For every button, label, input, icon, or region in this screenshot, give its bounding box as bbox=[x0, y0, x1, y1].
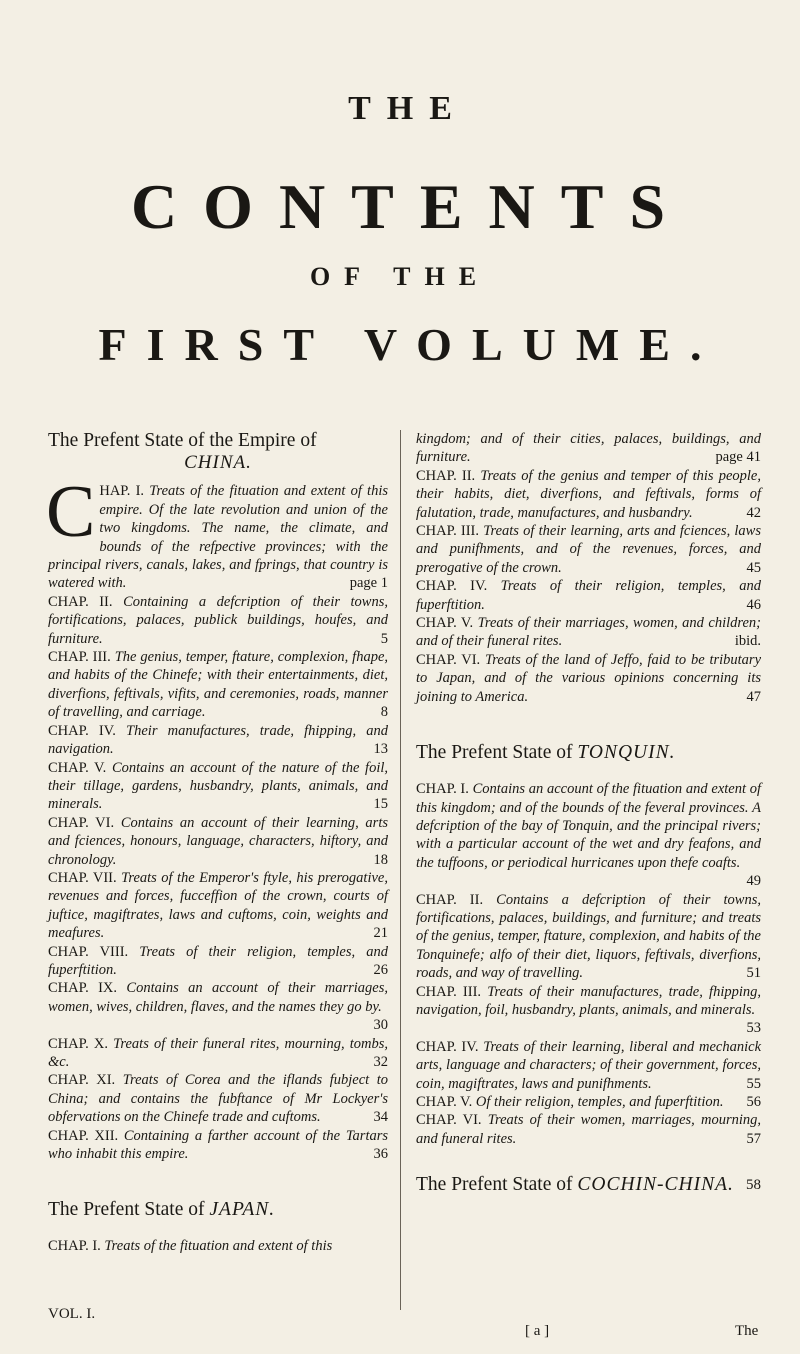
tonquin-chap-4 bbox=[416, 1038, 761, 1093]
cochin-page: 58 bbox=[746, 1177, 761, 1194]
cochin-name: COCHIN-CHINA. bbox=[577, 1174, 734, 1196]
chap-label: HAP. I. bbox=[99, 483, 145, 500]
china-chap-10 bbox=[48, 1035, 388, 1072]
chap-page: 15 bbox=[373, 796, 388, 813]
chap-page: 49 bbox=[746, 873, 761, 890]
tonquin-chap-6 bbox=[416, 1111, 761, 1148]
chap-page: 51 bbox=[746, 965, 761, 982]
japan-chap-6 bbox=[416, 651, 761, 706]
china-chap-11 bbox=[48, 1071, 388, 1126]
tonquin-chap-5 bbox=[416, 1093, 761, 1111]
japan-chap-1-start bbox=[48, 1237, 388, 1255]
chap-text: Treats of Corea and the iflands fubject to China; and contains the fubftance of Mr Lockyer's obfervations on the Chinefe trade and cuftoms. bbox=[48, 1072, 389, 1126]
chap-page: ibid. bbox=[734, 633, 761, 650]
chap-label: CHAP. VIII. bbox=[48, 943, 129, 960]
chap-text: Treats of the Emperor's ftyle, his prerogative, revenues and forces, fucceffion of the crown, courts of juftice, magiftrates, laws and cuftoms, coin, weights and meafures. bbox=[48, 869, 388, 942]
chap-label: CHAP. IX. bbox=[48, 980, 118, 997]
chap-text: Treats of their religion, temples, and fuperftition. bbox=[48, 943, 389, 978]
chap-label: CHAP. XII. bbox=[48, 1127, 119, 1144]
chap-text: Containing a farther account of the Tartars who inhabit this empire. bbox=[48, 1127, 389, 1163]
chap-label: CHAP. IV. bbox=[48, 722, 116, 739]
china-section-title: The Prefent State of the Empire of bbox=[48, 430, 317, 451]
chap-page: 42 bbox=[746, 504, 761, 521]
chap-text: kingdom; and of their cities, palaces, buildings, and furniture. bbox=[416, 431, 761, 466]
japan-section-title bbox=[48, 1199, 388, 1221]
chap-page: 53 bbox=[746, 1020, 761, 1037]
chap-page: 45 bbox=[746, 559, 761, 576]
china-chap-12 bbox=[48, 1127, 388, 1164]
tonquin-title-text: The Prefent State of bbox=[416, 742, 573, 764]
catchword: The bbox=[735, 1323, 759, 1339]
cochin-section-title bbox=[416, 1174, 761, 1196]
chap-label: CHAP. VI. bbox=[416, 1112, 482, 1129]
chap-text: Their manufactures, trade, fhipping, and navigation. bbox=[48, 722, 388, 758]
chap-page: 46 bbox=[746, 596, 761, 613]
left-column bbox=[48, 430, 388, 1256]
chap-page: 56 bbox=[746, 1094, 761, 1110]
signature-mark: [ a ] bbox=[525, 1323, 550, 1339]
heading-the: THE bbox=[348, 90, 468, 127]
chap-page: page 1 bbox=[349, 575, 388, 592]
heading-first-volume: FIRST VOLUME. bbox=[98, 319, 722, 370]
chap-text: Treats of their manufactures, trade, fhipping, navigation, foil, husbandry, plants, animals, and minerals. bbox=[416, 983, 762, 1018]
chap-text: Treats of the genius and temper of this people, their habits, diet, diverfions, and feftivals, forms of falutation, trade, manufactures, and husbandry. bbox=[416, 467, 761, 521]
chap-label: CHAP. V. bbox=[416, 1094, 473, 1110]
china-chap-6 bbox=[48, 814, 388, 869]
chap-label: CHAP. I. bbox=[416, 781, 469, 798]
japan-name: JAPAN. bbox=[209, 1199, 276, 1221]
china-chap-7 bbox=[48, 869, 388, 943]
chap-label: CHAP. III. bbox=[48, 649, 111, 666]
chap-text: Treats of the fituation and extent of this bbox=[104, 1238, 333, 1255]
chap-text: Contains an account of the fituation and extent of this kingdom; and of the bounds of the feveral provinces. A defcription of the bay of Tonquin, and the principal rivers; with a particular account of the wet and dry feafons, and the tuffoons, or periodical hurricanes upon thefe coafts. bbox=[416, 781, 762, 871]
chap-page: 8 bbox=[380, 704, 388, 721]
japan-chap-1-cont bbox=[416, 430, 761, 467]
chap-page: 34 bbox=[373, 1109, 388, 1126]
chap-page: 57 bbox=[746, 1130, 761, 1147]
chap-text: Treats of their funeral rites, mourning, tombs, &c. bbox=[48, 1035, 389, 1070]
china-section-name: CHINA. bbox=[184, 452, 252, 473]
drop-cap: C bbox=[46, 471, 96, 554]
china-chap-4 bbox=[48, 722, 388, 759]
chap-label: CHAP. VI. bbox=[48, 814, 115, 831]
chap-text: Treats of the land of Jeffo, faid to be tributary to Japan, and of the various opinions concerning its joining to America. bbox=[416, 651, 762, 705]
china-chap-1 bbox=[46, 471, 388, 592]
chap-page: 36 bbox=[373, 1146, 388, 1163]
chap-text: Of their religion, temples, and fuperftition. bbox=[475, 1094, 724, 1110]
china-chap-2 bbox=[48, 593, 388, 648]
chap-text: Treats of their learning, liberal and mechanick arts, language and characters; of their government, forces, coin, magiftrates, laws and punifhments. bbox=[416, 1038, 761, 1092]
japan-chap-5 bbox=[416, 614, 761, 651]
tonquin-chap-3 bbox=[416, 983, 761, 1038]
chap-text: Treats of their religion, temples, and fuperftition. bbox=[416, 578, 761, 613]
japan-title-text: The Prefent State of bbox=[48, 1199, 205, 1221]
tonquin-section-title bbox=[416, 742, 761, 764]
china-chap-9 bbox=[48, 979, 388, 1034]
chap-text: Contains a defcription of their towns, fortifications, palaces, buildings, and furniture; and treats of the genius, temper, ftature, complexion, and habits of the Tonquinefe; alfo of their diet, liquors, feftivals, diverfions, roads, and way of travelling. bbox=[416, 891, 762, 982]
chap-label: CHAP. III. bbox=[416, 523, 480, 540]
chap-label: CHAP. II. bbox=[416, 891, 484, 908]
chap-label: CHAP. XI. bbox=[48, 1072, 116, 1089]
chap-label: CHAP. V. bbox=[48, 759, 107, 776]
japan-chap-3 bbox=[416, 522, 761, 577]
chap-label: CHAP. IV. bbox=[416, 578, 488, 595]
chap-label: CHAP. I. bbox=[48, 1238, 101, 1255]
chap-page: 26 bbox=[373, 961, 388, 978]
chap-label: CHAP. IV. bbox=[416, 1038, 479, 1055]
chap-text: Treats of the fituation and extent of this empire. Of the late revolution and union of the two kingdoms. The name, the climate, and bounds of the refpective provinces; with the principal rivers, canals, lakes, and fprings, that country is watered with. bbox=[48, 483, 388, 592]
china-chap-8 bbox=[48, 943, 388, 980]
chap-text: Treats of their marriages, women, and children; and of their funeral rites. bbox=[416, 615, 761, 650]
chap-page: 13 bbox=[373, 741, 388, 758]
tonquin-chap-2 bbox=[416, 891, 761, 983]
heading-of-the: OF THE bbox=[309, 262, 491, 291]
chap-text: Contains an account of their marriages, women, wives, children, flaves, and the names they go by. bbox=[48, 980, 389, 1015]
chap-text: Treats of their women, marriages, mourning, and funeral rites. bbox=[416, 1112, 762, 1147]
chap-label: CHAP. VI. bbox=[416, 651, 481, 668]
japan-chap-4 bbox=[416, 577, 761, 614]
heading-contents: CONTENTS bbox=[130, 171, 692, 242]
volume-mark: VOL. I. bbox=[48, 1306, 96, 1322]
tonquin-name: TONQUIN. bbox=[577, 742, 676, 764]
chap-page: 21 bbox=[373, 925, 388, 942]
chap-page: 5 bbox=[380, 630, 388, 647]
chap-label: CHAP. III. bbox=[416, 983, 482, 1000]
cochin-title-text: The Prefent State of bbox=[416, 1174, 573, 1196]
chap-text: Contains an account of their learning, arts and fciences, honours, language, characters, hiftory, and chronology. bbox=[48, 814, 388, 868]
chap-label: CHAP. V. bbox=[416, 615, 474, 632]
chap-label: CHAP. VII. bbox=[48, 869, 117, 886]
japan-chap-2 bbox=[416, 467, 761, 522]
chap-page: 55 bbox=[746, 1075, 761, 1092]
right-column bbox=[416, 430, 761, 1196]
tonquin-chap-1 bbox=[416, 780, 761, 890]
chap-text: Containing a defcription of their towns, fortifications, palaces, publick buildings, houfes, and furniture. bbox=[48, 593, 388, 647]
china-chap-5 bbox=[48, 759, 388, 814]
chap-label: CHAP. II. bbox=[416, 467, 476, 484]
chap-label: CHAP. II. bbox=[48, 593, 113, 610]
china-chap-3 bbox=[48, 648, 388, 722]
chap-text: Contains an account of the nature of the foil, their tillage, gardens, husbandry, plants, animals, and minerals. bbox=[48, 759, 388, 813]
chap-page: page 41 bbox=[715, 449, 761, 466]
chap-text: The genius, temper, ftature, complexion, fhape, and habits of the Chinefe; with their entertainments, diet, diverfions, feftivals, vifits, and ceremonies, roads, manner of travelling, and carriage. bbox=[48, 649, 389, 721]
chap-text: Treats of their learning, arts and fciences, laws and punifhments, and of the revenues, forces, and prerogative of the crown. bbox=[416, 523, 761, 576]
chap-page: 18 bbox=[373, 851, 388, 868]
chap-page: 32 bbox=[373, 1054, 388, 1070]
chap-page: 47 bbox=[746, 688, 761, 705]
column-divider bbox=[400, 430, 401, 1310]
chap-label: CHAP. X. bbox=[48, 1035, 108, 1052]
chap-page: 30 bbox=[373, 1017, 388, 1034]
